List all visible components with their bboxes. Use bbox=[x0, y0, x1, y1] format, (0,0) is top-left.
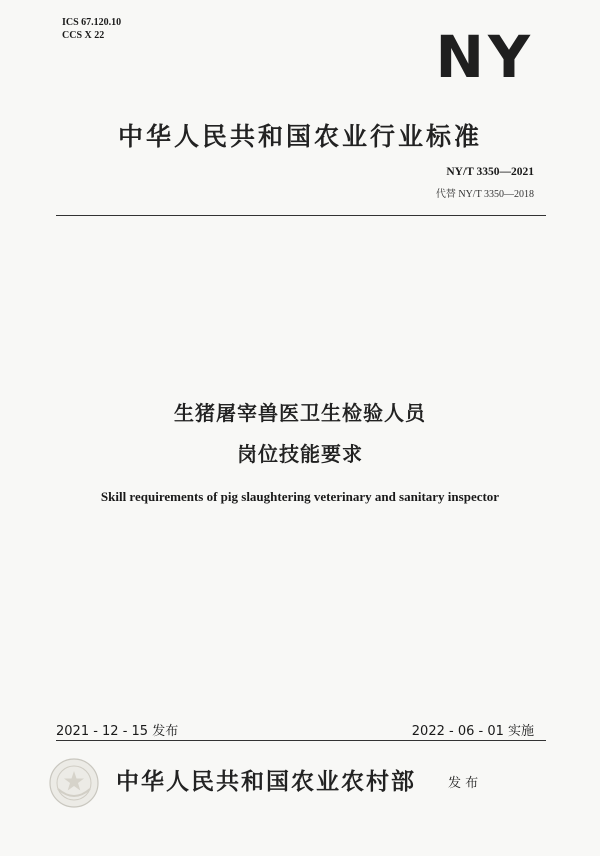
replaces-note: 代替 NY/T 3350—2018 bbox=[435, 189, 534, 200]
title-chinese-line-2: 岗位技能要求 bbox=[237, 442, 363, 466]
ccs-code: CCS X 22 bbox=[62, 30, 105, 41]
top-divider bbox=[56, 215, 546, 216]
ics-code: ICS 67.120.10 bbox=[62, 17, 122, 28]
implementation-date: 2022 - 06 - 01 实施 bbox=[411, 724, 534, 739]
standard-badge: NY bbox=[435, 23, 534, 91]
title-chinese-line-1: 生猪屠宰兽医卫生检验人员 bbox=[174, 401, 426, 425]
bottom-divider bbox=[56, 740, 546, 741]
national-emblem-seal bbox=[48, 757, 100, 809]
title-english: Skill requirements of pig slaughtering veterinary and sanitary inspector bbox=[100, 489, 500, 504]
standard-number: NY/T 3350—2021 bbox=[446, 166, 534, 178]
publisher-suffix: 发 布 bbox=[448, 776, 479, 791]
standard-category-title: 中华人民共和国农业行业标准 bbox=[117, 122, 482, 151]
publisher-name: 中华人民共和国农业农村部 bbox=[116, 769, 416, 795]
issue-date: 2021 - 12 - 15 发布 bbox=[56, 724, 179, 739]
